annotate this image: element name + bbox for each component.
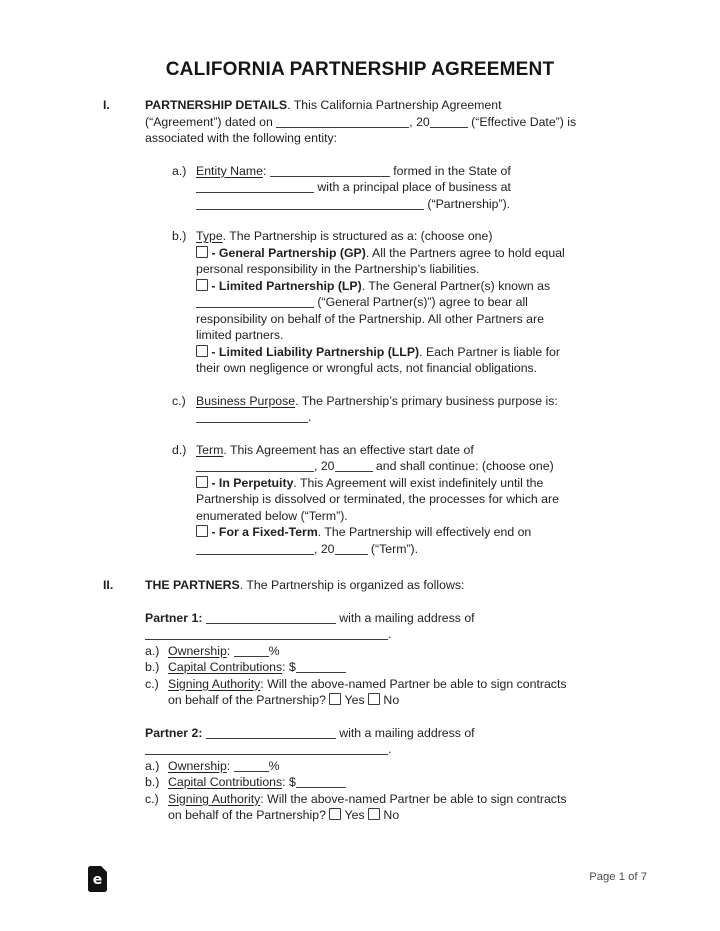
text-segment: - For a Fixed-Term [208,525,318,539]
text-segment: , 20 [314,541,335,556]
partner-1-intro [145,610,633,643]
partner-2-ownership [145,758,633,775]
item-term [172,442,633,475]
text-segment: - General Partnership (GP) [208,245,366,260]
text-segment: PARTNERSHIP DETAILS [145,98,288,112]
text-segment: enumerated below (“Term”). [196,508,348,523]
text-segment: Type [196,229,223,243]
text-segment: . The Partnership is organized as follows: [239,578,465,592]
text-segment: (“Term”). [367,541,419,556]
page-title: CALIFORNIA PARTNERSHIP AGREEMENT [165,59,555,80]
partner-2-ownership-blank[interactable] [234,759,269,772]
text-segment: (“Partnership”). [424,196,511,211]
text-segment: Capital Contributions [168,660,283,674]
text-segment: Signing Authority [168,791,261,806]
text-segment: THE PARTNERS [145,578,240,592]
spacer [103,557,633,577]
end-date-blank[interactable] [196,542,314,555]
partner-1-ownership-blank[interactable] [234,644,269,657]
eforms-logo-icon [88,866,107,892]
effective-date-blank[interactable] [276,115,409,128]
item-text [168,791,633,824]
item-text [196,393,633,426]
text-segment: responsibility on behalf of the Partnership. All other Partners are [196,311,544,326]
item-text [168,659,633,676]
option-limited-liability-partnership [196,344,633,377]
text-segment: Signing Authority [168,676,261,691]
partner-1-ownership [145,643,633,660]
page-number: Page 1 of 7 [589,871,647,883]
spacer [103,594,633,610]
item-label: a.) [172,163,187,178]
text-segment: : $ [282,775,296,789]
item-label: a.) [145,643,160,658]
text-segment: Ownership [168,758,227,773]
text-segment: with a principal place of business at [314,180,511,194]
item-type [172,228,633,245]
spacer [103,147,633,163]
text-segment: . This Agreement has an effective start date of [223,442,474,457]
item-text [145,97,633,147]
text-segment: Yes [341,693,369,707]
partner-2-name-blank[interactable] [206,726,336,739]
text-segment: Capital Contributions [168,775,283,789]
partner-2-capital-contributions [145,774,633,791]
item-text [168,758,633,775]
text-segment: their own negligence or wrongful acts, not financial obligations. [196,361,538,375]
business-address-blank[interactable] [196,197,424,210]
text-segment: and shall continue: (choose one) [372,459,554,473]
text-segment: Partnership is dissolved or terminated, the processes for which are [196,492,559,506]
text-segment: limited partners. [196,328,284,342]
state-blank[interactable] [196,180,314,193]
item-text [145,577,633,594]
text-segment: : [226,758,234,773]
text-segment: Yes [341,808,369,822]
gp-checkbox-icon[interactable] [196,246,208,258]
partner-2-signing-authority [145,791,633,824]
text-segment: No [380,693,400,707]
partner-1-yes-checkbox-icon[interactable] [329,693,341,705]
option-limited-partnership [196,278,633,344]
text-segment: - In Perpetuity [208,475,294,490]
text-segment: . The Partnership will effectively end on [317,525,532,539]
item-label: c.) [145,676,159,691]
text-segment: on behalf of the Partnership? [168,693,330,707]
text-segment: . [308,410,312,424]
partner-1-capital-blank[interactable] [296,660,346,673]
perpetuity-checkbox-icon[interactable] [196,476,208,488]
section-partnership-details [103,97,633,147]
text-segment: . [388,627,392,641]
text-segment: associated with the following entity: [145,131,338,145]
item-label: c.) [172,393,186,408]
text-segment: (“Effective Date”) is [467,114,577,129]
spacer [103,426,633,442]
text-segment: - Limited Liability Partnership (LLP) [208,344,420,359]
section-number: I. [103,98,110,112]
spacer [103,212,633,228]
text-segment: , 20 [409,114,430,129]
item-label: b.) [172,229,187,243]
text-segment: with a mailing address of [335,610,475,625]
item-label: b.) [145,660,160,674]
text-segment: Term [196,442,224,457]
text-segment: . This California Partnership Agreement [287,98,502,112]
text-segment: , 20 [314,459,335,473]
item-business-purpose [172,393,633,426]
text-segment: (“General Partner(s)”) agree to bear all [314,295,528,309]
general-partners-blank[interactable] [196,295,314,308]
partner-1-signing-authority [145,676,633,709]
item-text [168,676,633,709]
text-segment: Business Purpose [196,393,296,408]
partner-2-address-blank[interactable] [145,742,388,755]
text-segment: : [226,643,234,658]
text-segment: No [380,808,400,822]
start-year-blank[interactable] [335,459,373,472]
text-segment: formed in the State of [389,163,511,178]
text-segment: : Will the above-named Partner be able to sign contracts [260,676,567,691]
section-the-partners [103,577,633,594]
spacer [103,377,633,393]
text-segment: : $ [282,660,296,674]
item-text [196,442,633,475]
text-segment: Entity Name [196,163,263,178]
partner-2-capital-blank[interactable] [296,775,346,788]
lp-checkbox-icon[interactable] [196,279,208,291]
text-segment: . The Partnership is structured as a: (choose one) [222,229,493,243]
item-label: b.) [145,775,160,789]
spacer [103,709,633,725]
partner-1-name-blank[interactable] [206,611,336,624]
text-segment: . Each Partner is liable for [419,344,560,359]
text-segment: % [268,643,280,658]
llp-checkbox-icon[interactable] [196,345,208,357]
business-purpose-blank[interactable] [196,410,308,423]
text-segment: . This Agreement will exist indefinitely until the [293,475,544,490]
text-segment: with a mailing address of [335,725,475,740]
start-date-blank[interactable] [196,459,314,472]
text-segment: . All the Partners agree to hold equal [365,245,565,260]
option-fixed-term [196,524,633,557]
option-in-perpetuity [196,475,633,525]
item-text [168,774,633,791]
text-segment: personal responsibility in the Partnership’s liabilities. [196,262,480,276]
item-label: d.) [172,442,187,457]
option-general-partnership [196,245,633,278]
partner-1-no-checkbox-icon[interactable] [368,693,380,705]
section-number: II. [103,578,114,592]
item-label: c.) [145,791,159,806]
item-text [196,163,633,213]
entity-name-blank[interactable] [270,164,390,177]
text-segment: on behalf of the Partnership? [168,808,330,822]
partner-2-no-checkbox-icon[interactable] [368,808,380,820]
item-label: a.) [145,758,160,773]
item-entity-name [172,163,633,213]
eforms-logo-letter: e [92,871,103,888]
text-segment: Ownership [168,643,227,658]
text-segment: : Will the above-named Partner be able to sign contracts [260,791,567,806]
partner-1-address-blank[interactable] [145,627,388,640]
item-text [196,228,633,245]
text-segment: . The General Partner(s) known as [361,278,551,293]
text-segment: : [262,163,270,178]
effective-year-blank[interactable] [430,115,468,128]
text-segment: - Limited Partnership (LP) [208,278,362,293]
partner-2-intro [145,725,633,758]
text-segment: . The Partnership’s primary business purpose is: [295,393,558,408]
partner-2-yes-checkbox-icon[interactable] [329,808,341,820]
text-segment: . [388,742,392,756]
text-segment: Partner 1: [145,610,203,625]
end-year-blank[interactable] [335,542,368,555]
fixed-term-checkbox-icon[interactable] [196,525,208,537]
document-body [103,97,633,824]
text-segment: Partner 2: [145,725,203,740]
text-segment: % [268,758,280,773]
item-text [168,643,633,660]
text-segment: (“Agreement”) dated on [145,114,277,129]
partner-1-capital-contributions [145,659,633,676]
